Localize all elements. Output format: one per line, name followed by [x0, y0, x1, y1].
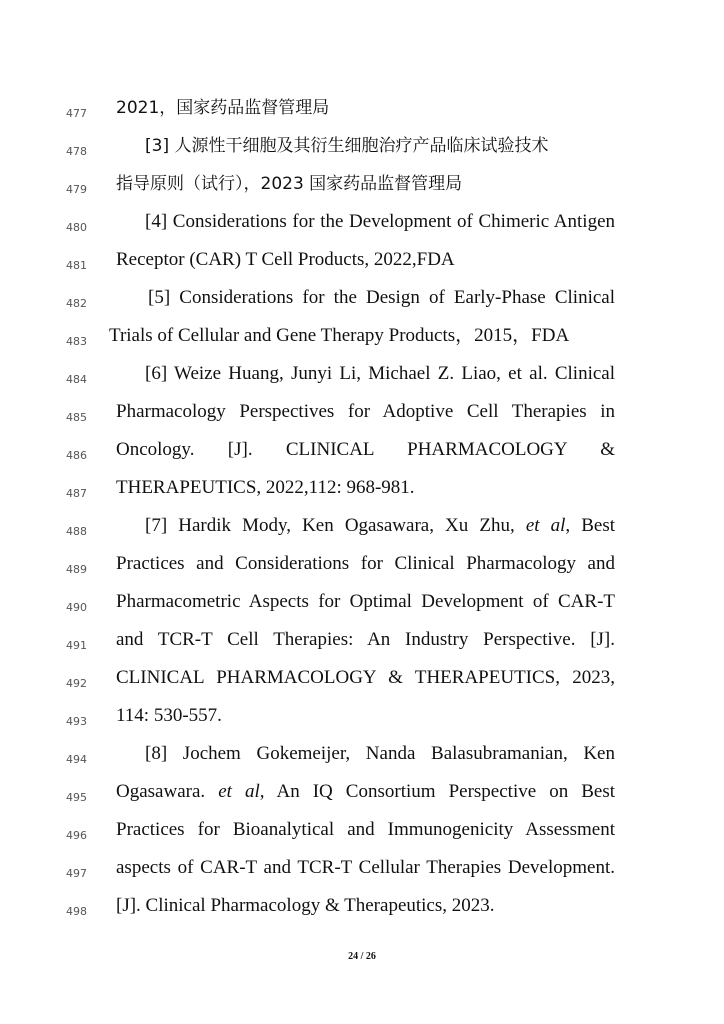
- text-line: [0, 703, 724, 741]
- line-text: [5] Considerations for the Design of Early-Phase Clinical: [148, 287, 615, 308]
- line-text: THERAPEUTICS, 2022,112: 968-981.: [116, 477, 415, 498]
- text-line: [0, 817, 724, 855]
- line-text: [145, 513, 615, 539]
- text-line: [0, 437, 724, 475]
- line-text: Pharmacology Perspectives for Adoptive Cell Therapies in: [116, 401, 615, 422]
- line-number: 486: [66, 449, 87, 462]
- line-text: 2021，国家药品监督管理局: [116, 98, 330, 118]
- text-line: [0, 171, 724, 209]
- line-number: 497: [66, 867, 87, 880]
- text-line: [0, 323, 724, 361]
- line-number: 479: [66, 183, 87, 196]
- text-line: [0, 741, 724, 779]
- line-number: 480: [66, 221, 87, 234]
- page-footer: 24 / 26: [348, 951, 376, 962]
- line-text: [116, 779, 615, 805]
- line-text: [4] Considerations for the Development of Chimeric Antigen: [145, 211, 615, 232]
- text-line: [0, 589, 724, 627]
- line-text-part: Ogasawara.: [116, 781, 206, 802]
- text-line: [0, 209, 724, 247]
- line-number: 494: [66, 753, 87, 766]
- line-number: 484: [66, 373, 87, 386]
- text-line: [0, 95, 724, 133]
- text-line: [0, 779, 724, 817]
- line-number: 493: [66, 715, 87, 728]
- line-text: [6] Weize Huang, Junyi Li, Michael Z. Liao, et al. Clinical: [145, 363, 615, 384]
- line-text: [3] 人源性干细胞及其衍生细胞治疗产品临床试验技术: [145, 136, 549, 156]
- line-text: Receptor (CAR) T Cell Products, 2022,FDA: [116, 249, 455, 270]
- line-number: 498: [66, 905, 87, 918]
- text-line: [0, 855, 724, 893]
- line-number: 485: [66, 411, 87, 424]
- line-number: 492: [66, 677, 87, 690]
- text-line: [0, 285, 724, 323]
- line-text-part: , Best: [565, 515, 615, 536]
- line-number: 496: [66, 829, 87, 842]
- line-text: CLINICAL PHARMACOLOGY & THERAPEUTICS, 2023,: [116, 667, 615, 688]
- italic-text: et al: [218, 781, 260, 802]
- text-line: [0, 551, 724, 589]
- line-number: 490: [66, 601, 87, 614]
- line-number: 482: [66, 297, 87, 310]
- line-number: 489: [66, 563, 87, 576]
- text-line: [0, 399, 724, 437]
- line-text: Trials of Cellular and Gene Therapy Products，2015，FDA: [109, 325, 570, 346]
- text-line: [0, 361, 724, 399]
- line-number: 495: [66, 791, 87, 804]
- text-line: [0, 665, 724, 703]
- text-line: [0, 893, 724, 931]
- text-line: [0, 627, 724, 665]
- line-number: 478: [66, 145, 87, 158]
- line-text-part: , An IQ Consortium Perspective on Best: [259, 781, 615, 802]
- line-text: [J]. Clinical Pharmacology & Therapeutics, 2023.: [116, 895, 495, 916]
- line-text: aspects of CAR-T and TCR-T Cellular Therapies Development.: [116, 857, 615, 878]
- line-number: 487: [66, 487, 87, 500]
- text-line: [0, 133, 724, 171]
- line-text: Pharmacometric Aspects for Optimal Development of CAR-T: [116, 591, 615, 612]
- line-text: [8] Jochem Gokemeijer, Nanda Balasubramanian, Ken: [145, 743, 615, 764]
- text-line: [0, 513, 724, 551]
- line-text-part: [7] Hardik Mody, Ken Ogasawara, Xu Zhu,: [145, 515, 515, 536]
- line-text: 114: 530-557.: [116, 705, 222, 726]
- line-number: 481: [66, 259, 87, 272]
- line-text: and TCR-T Cell Therapies: An Industry Perspective. [J].: [116, 629, 615, 650]
- line-text: Oncology. [J]. CLINICAL PHARMACOLOGY &: [116, 439, 615, 460]
- line-number: 483: [66, 335, 87, 348]
- line-text: 指导原则（试行），2023 国家药品监督管理局: [116, 174, 463, 194]
- line-number: 491: [66, 639, 87, 652]
- italic-text: et al: [525, 515, 566, 536]
- text-line: [0, 247, 724, 285]
- text-line: [0, 475, 724, 513]
- line-number: 488: [66, 525, 87, 538]
- line-text: Practices and Considerations for Clinical Pharmacology and: [116, 553, 615, 574]
- line-number: 477: [66, 107, 87, 120]
- line-text: Practices for Bioanalytical and Immunogenicity Assessment: [116, 819, 615, 840]
